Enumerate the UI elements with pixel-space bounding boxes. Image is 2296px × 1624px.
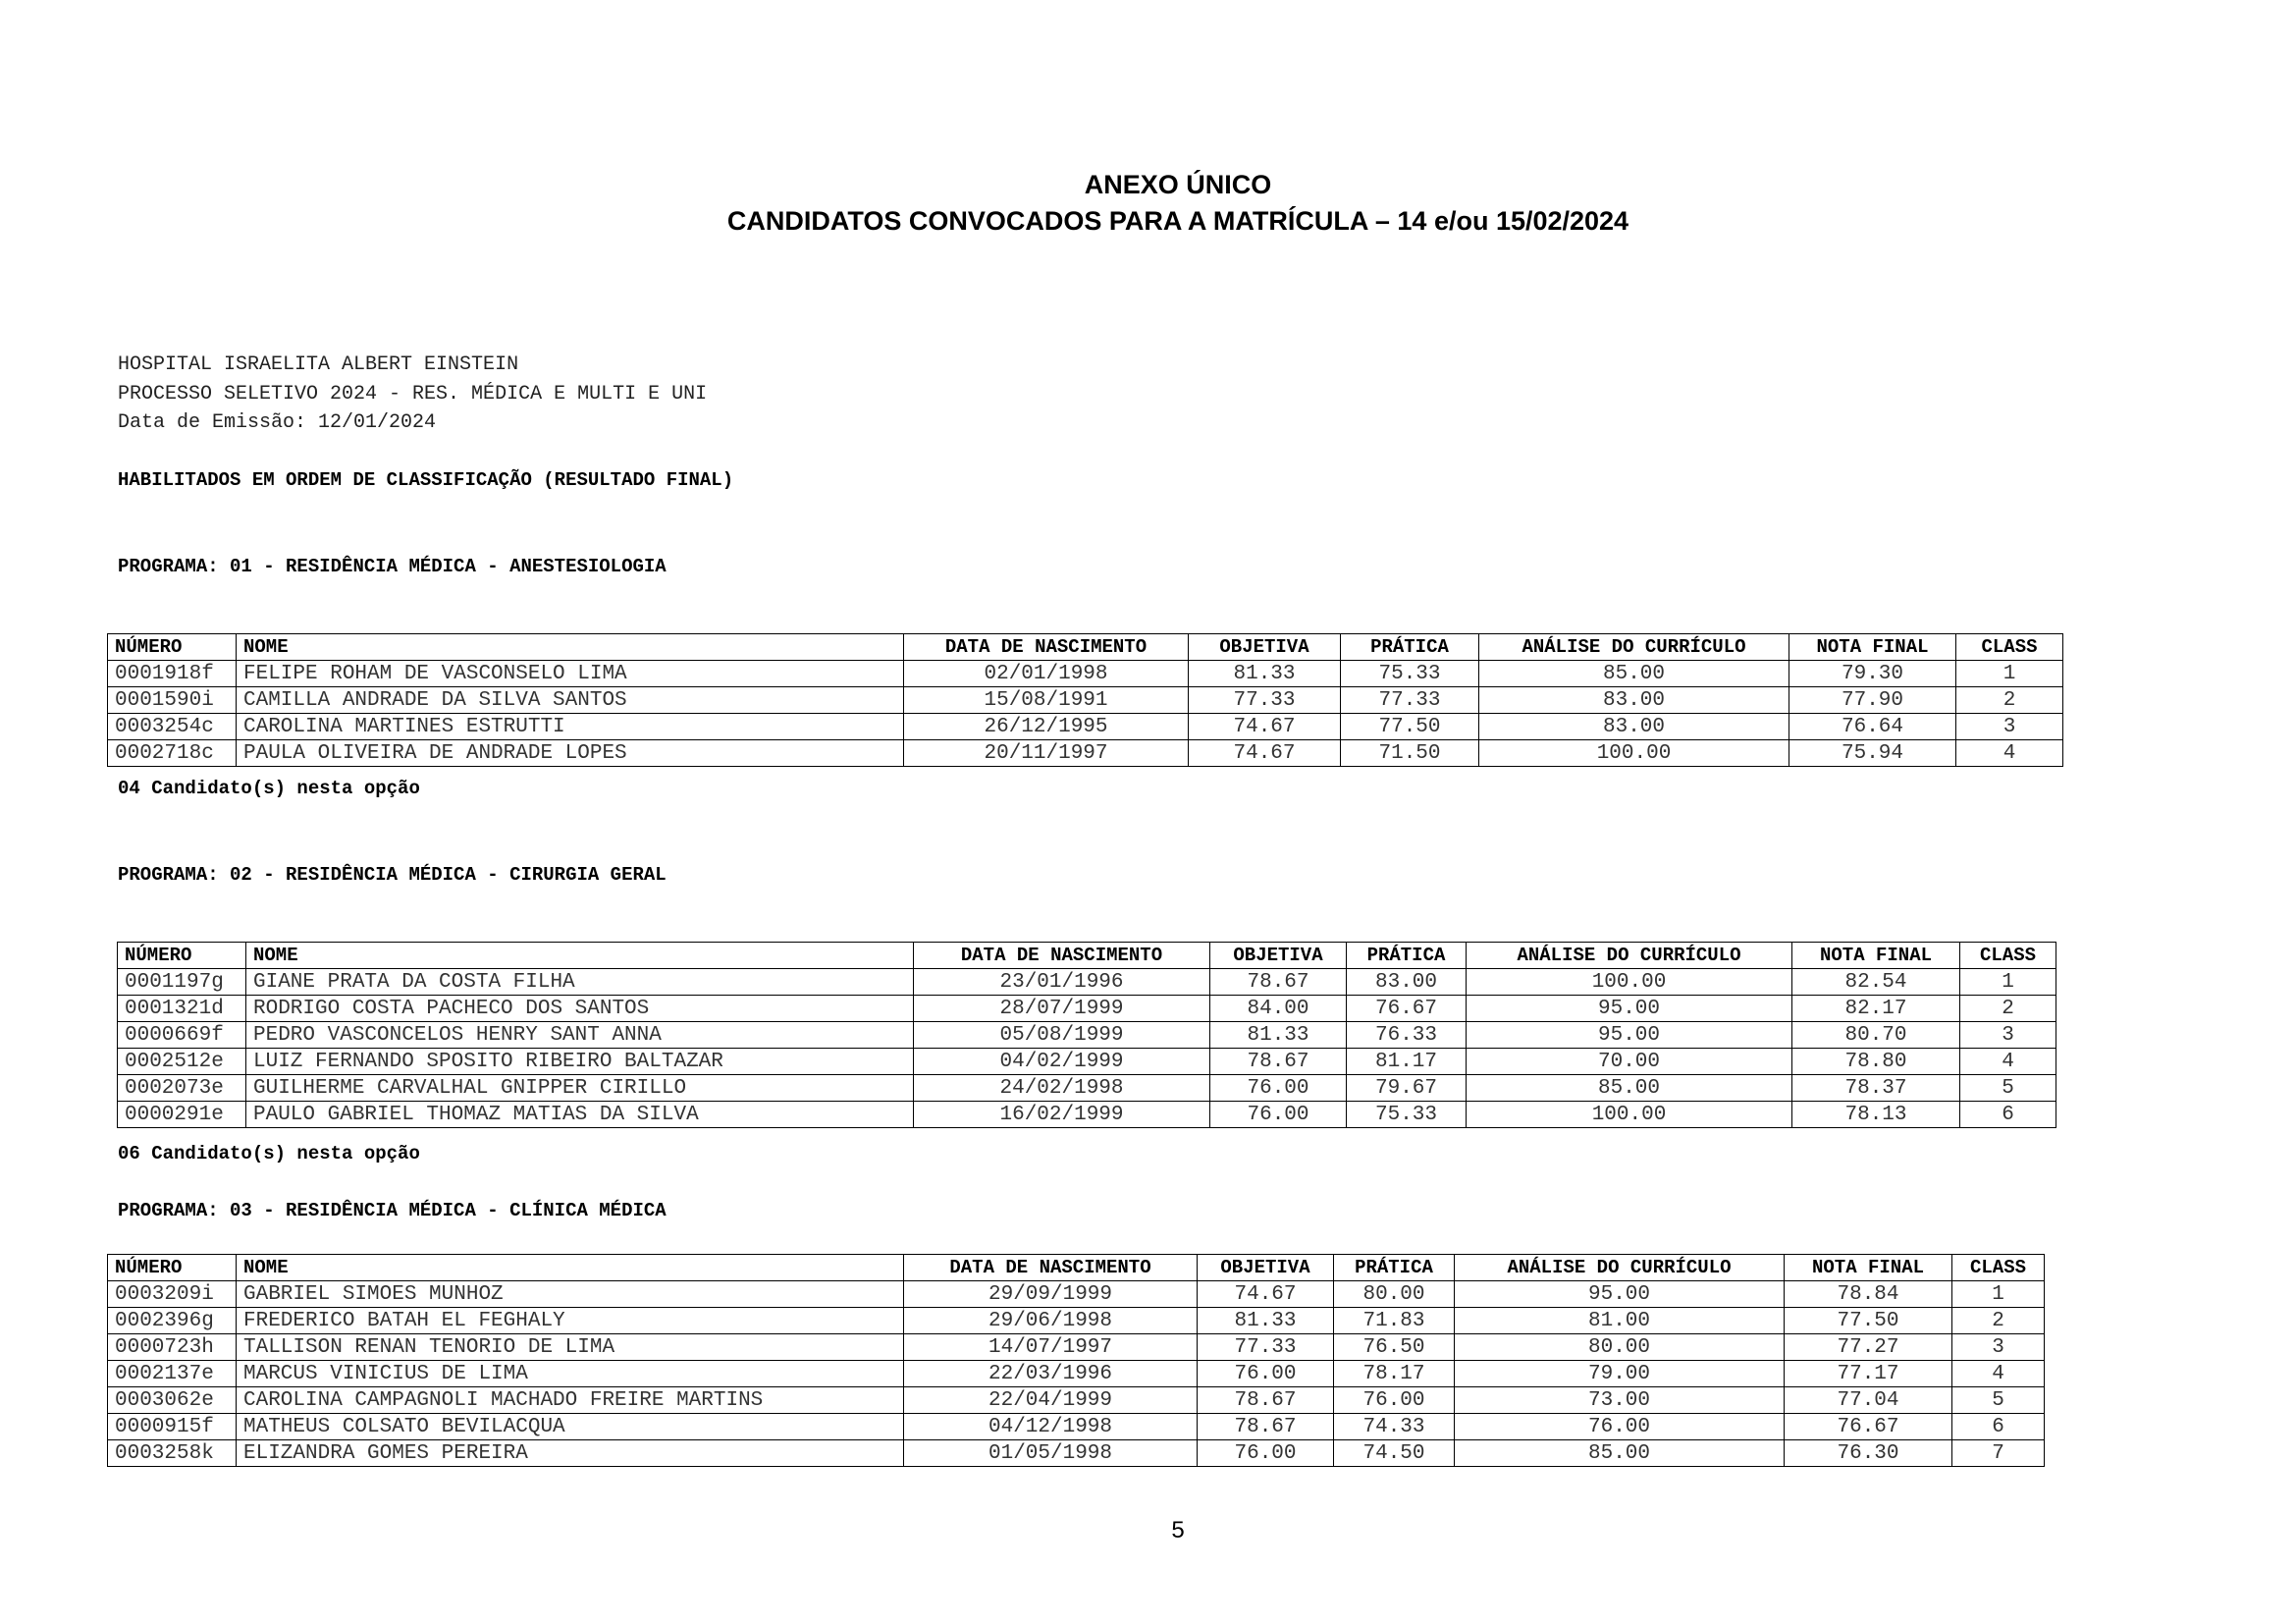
table-row: [108, 661, 2063, 687]
col-number-header: NÚMERO: [108, 634, 237, 661]
cell-practical: 75.33: [1341, 661, 1479, 687]
col-rank-header: CLASS: [1960, 943, 2056, 969]
cell-objective: 78.67: [1198, 1387, 1334, 1414]
table-row: [108, 1308, 2045, 1334]
col-rank-header: CLASS: [1952, 1255, 2045, 1281]
cell-number: 0002137e: [108, 1361, 237, 1387]
col-practical-header: PRÁTICA: [1341, 634, 1479, 661]
col-number-header: NÚMERO: [118, 943, 246, 969]
table-row: [108, 687, 2063, 714]
table-row: [108, 714, 2063, 740]
cell-number: 0000915f: [108, 1414, 237, 1440]
col-number-header: NÚMERO: [108, 1255, 237, 1281]
cell-name: ELIZANDRA GOMES PEREIRA: [237, 1440, 904, 1467]
cell-rank: 2: [1960, 996, 2056, 1022]
cell-practical: 81.17: [1347, 1049, 1467, 1075]
cell-final-score: 79.30: [1789, 661, 1956, 687]
cell-birthdate: 29/06/1998: [904, 1308, 1198, 1334]
col-final-score-header: NOTA FINAL: [1789, 634, 1956, 661]
cell-objective: 74.67: [1189, 740, 1341, 767]
cell-name: TALLISON RENAN TENORIO DE LIMA: [237, 1334, 904, 1361]
cell-number: 0002396g: [108, 1308, 237, 1334]
cell-curriculum: 85.00: [1479, 661, 1789, 687]
col-final-score-header: NOTA FINAL: [1785, 1255, 1952, 1281]
col-practical-header: PRÁTICA: [1334, 1255, 1455, 1281]
cell-name: GUILHERME CARVALHAL GNIPPER CIRILLO: [246, 1075, 914, 1102]
cell-practical: 80.00: [1334, 1281, 1455, 1308]
cell-number: 0002718c: [108, 740, 237, 767]
cell-name: LUIZ FERNANDO SPOSITO RIBEIRO BALTAZAR: [246, 1049, 914, 1075]
cell-name: MATHEUS COLSATO BEVILACQUA: [237, 1414, 904, 1440]
cell-objective: 81.33: [1189, 661, 1341, 687]
cell-number: 0001590i: [108, 687, 237, 714]
cell-final-score: 82.17: [1792, 996, 1960, 1022]
cell-curriculum: 100.00: [1467, 1102, 1792, 1128]
table-row: [108, 1334, 2045, 1361]
cell-curriculum: 73.00: [1455, 1387, 1785, 1414]
candidate-count: 04 Candidato(s) nesta opção: [118, 778, 420, 799]
cell-number: 0003254c: [108, 714, 237, 740]
cell-rank: 7: [1952, 1440, 2045, 1467]
cell-number: 0000723h: [108, 1334, 237, 1361]
col-objective-header: OBJETIVA: [1210, 943, 1347, 969]
cell-final-score: 76.30: [1785, 1440, 1952, 1467]
cell-rank: 3: [1956, 714, 2063, 740]
cell-curriculum: 76.00: [1455, 1414, 1785, 1440]
cell-rank: 1: [1960, 969, 2056, 996]
process-name: PROCESSO SELETIVO 2024 - RES. MÉDICA E MULTI E UNI: [118, 383, 708, 406]
cell-final-score: 78.37: [1792, 1075, 1960, 1102]
cell-name: FREDERICO BATAH EL FEGHALY: [237, 1308, 904, 1334]
cell-final-score: 77.17: [1785, 1361, 1952, 1387]
cell-number: 0003062e: [108, 1387, 237, 1414]
table-row: [118, 1102, 2056, 1128]
col-rank-header: CLASS: [1956, 634, 2063, 661]
annex-title: ANEXO ÚNICO: [1084, 170, 1272, 199]
table-row: [108, 740, 2063, 767]
table-row: [118, 996, 2056, 1022]
col-birthdate-header: DATA DE NASCIMENTO: [904, 634, 1189, 661]
cell-name: PAULO GABRIEL THOMAZ MATIAS DA SILVA: [246, 1102, 914, 1128]
cell-birthdate: 04/12/1998: [904, 1414, 1198, 1440]
cell-rank: 4: [1956, 740, 2063, 767]
cell-birthdate: 02/01/1998: [904, 661, 1189, 687]
cell-rank: 6: [1960, 1102, 2056, 1128]
cell-final-score: 77.04: [1785, 1387, 1952, 1414]
cell-number: 0003209i: [108, 1281, 237, 1308]
cell-rank: 5: [1960, 1075, 2056, 1102]
cell-objective: 78.67: [1210, 969, 1347, 996]
cell-name: GABRIEL SIMOES MUNHOZ: [237, 1281, 904, 1308]
cell-curriculum: 95.00: [1467, 996, 1792, 1022]
cell-objective: 76.00: [1210, 1075, 1347, 1102]
table-header-row: [108, 1255, 2045, 1281]
cell-curriculum: 95.00: [1467, 1022, 1792, 1049]
cell-curriculum: 85.00: [1467, 1075, 1792, 1102]
cell-objective: 77.33: [1198, 1334, 1334, 1361]
cell-practical: 76.00: [1334, 1387, 1455, 1414]
table-row: [108, 1387, 2045, 1414]
cell-name: PEDRO VASCONCELOS HENRY SANT ANNA: [246, 1022, 914, 1049]
cell-practical: 76.50: [1334, 1334, 1455, 1361]
program-title: PROGRAMA: 02 - RESIDÊNCIA MÉDICA - CIRURGIA GERAL: [118, 864, 667, 886]
table-row: [108, 1361, 2045, 1387]
cell-final-score: 78.84: [1785, 1281, 1952, 1308]
cell-number: 0001918f: [108, 661, 237, 687]
cell-name: CAMILLA ANDRADE DA SILVA SANTOS: [237, 687, 904, 714]
cell-final-score: 82.54: [1792, 969, 1960, 996]
cell-final-score: 78.13: [1792, 1102, 1960, 1128]
cell-objective: 84.00: [1210, 996, 1347, 1022]
cell-name: FELIPE ROHAM DE VASCONSELO LIMA: [237, 661, 904, 687]
cell-practical: 74.33: [1334, 1414, 1455, 1440]
table-row: [108, 1281, 2045, 1308]
cell-objective: 76.00: [1198, 1440, 1334, 1467]
cell-rank: 6: [1952, 1414, 2045, 1440]
col-curriculum-header: ANÁLISE DO CURRÍCULO: [1467, 943, 1792, 969]
cell-birthdate: 05/08/1999: [914, 1022, 1210, 1049]
table-row: [108, 1440, 2045, 1467]
cell-birthdate: 04/02/1999: [914, 1049, 1210, 1075]
section-title: HABILITADOS EM ORDEM DE CLASSIFICAÇÃO (RESULTADO FINAL): [118, 469, 734, 491]
col-final-score-header: NOTA FINAL: [1792, 943, 1960, 969]
cell-rank: 1: [1952, 1281, 2045, 1308]
emission-date: Data de Emissão: 12/01/2024: [118, 411, 437, 434]
col-practical-header: PRÁTICA: [1347, 943, 1467, 969]
cell-objective: 74.67: [1189, 714, 1341, 740]
cell-objective: 78.67: [1210, 1049, 1347, 1075]
cell-objective: 74.67: [1198, 1281, 1334, 1308]
col-curriculum-header: ANÁLISE DO CURRÍCULO: [1455, 1255, 1785, 1281]
cell-rank: 5: [1952, 1387, 2045, 1414]
cell-curriculum: 95.00: [1455, 1281, 1785, 1308]
cell-rank: 1: [1956, 661, 2063, 687]
table-row: [108, 1414, 2045, 1440]
cell-final-score: 77.50: [1785, 1308, 1952, 1334]
cell-name: PAULA OLIVEIRA DE ANDRADE LOPES: [237, 740, 904, 767]
cell-number: 0001321d: [118, 996, 246, 1022]
cell-practical: 71.50: [1341, 740, 1479, 767]
cell-practical: 77.33: [1341, 687, 1479, 714]
cell-number: 0000291e: [118, 1102, 246, 1128]
cell-final-score: 75.94: [1789, 740, 1956, 767]
cell-birthdate: 01/05/1998: [904, 1440, 1198, 1467]
cell-objective: 81.33: [1198, 1308, 1334, 1334]
cell-curriculum: 85.00: [1455, 1440, 1785, 1467]
col-name-header: NOME: [246, 943, 914, 969]
cell-final-score: 76.67: [1785, 1414, 1952, 1440]
program-title: PROGRAMA: 03 - RESIDÊNCIA MÉDICA - CLÍNICA MÉDICA: [118, 1200, 667, 1221]
cell-final-score: 80.70: [1792, 1022, 1960, 1049]
cell-curriculum: 81.00: [1455, 1308, 1785, 1334]
cell-rank: 3: [1960, 1022, 2056, 1049]
cell-name: CAROLINA MARTINES ESTRUTTI: [237, 714, 904, 740]
cell-birthdate: 22/03/1996: [904, 1361, 1198, 1387]
col-objective-header: OBJETIVA: [1198, 1255, 1334, 1281]
cell-practical: 75.33: [1347, 1102, 1467, 1128]
cell-practical: 71.83: [1334, 1308, 1455, 1334]
cell-birthdate: 28/07/1999: [914, 996, 1210, 1022]
col-birthdate-header: DATA DE NASCIMENTO: [914, 943, 1210, 969]
cell-birthdate: 26/12/1995: [904, 714, 1189, 740]
cell-curriculum: 70.00: [1467, 1049, 1792, 1075]
cell-birthdate: 15/08/1991: [904, 687, 1189, 714]
cell-objective: 81.33: [1210, 1022, 1347, 1049]
cell-number: 0000669f: [118, 1022, 246, 1049]
cell-birthdate: 24/02/1998: [914, 1075, 1210, 1102]
cell-final-score: 78.80: [1792, 1049, 1960, 1075]
cell-objective: 76.00: [1210, 1102, 1347, 1128]
cell-practical: 83.00: [1347, 969, 1467, 996]
cell-objective: 77.33: [1189, 687, 1341, 714]
col-name-header: NOME: [237, 1255, 904, 1281]
cell-objective: 78.67: [1198, 1414, 1334, 1440]
cell-birthdate: 20/11/1997: [904, 740, 1189, 767]
results-table: [107, 633, 2063, 767]
cell-curriculum: 83.00: [1479, 714, 1789, 740]
cell-birthdate: 22/04/1999: [904, 1387, 1198, 1414]
table-row: [118, 1049, 2056, 1075]
table-row: [118, 1075, 2056, 1102]
cell-number: 0002073e: [118, 1075, 246, 1102]
table-header-row: [108, 634, 2063, 661]
col-curriculum-header: ANÁLISE DO CURRÍCULO: [1479, 634, 1789, 661]
results-table: [117, 942, 2056, 1128]
institution-name: HOSPITAL ISRAELITA ALBERT EINSTEIN: [118, 353, 519, 376]
program-title: PROGRAMA: 01 - RESIDÊNCIA MÉDICA - ANESTESIOLOGIA: [118, 556, 667, 577]
col-objective-header: OBJETIVA: [1189, 634, 1341, 661]
cell-birthdate: 29/09/1999: [904, 1281, 1198, 1308]
cell-rank: 2: [1956, 687, 2063, 714]
col-birthdate-header: DATA DE NASCIMENTO: [904, 1255, 1198, 1281]
cell-number: 0002512e: [118, 1049, 246, 1075]
cell-practical: 79.67: [1347, 1075, 1467, 1102]
table-row: [118, 1022, 2056, 1049]
cell-name: CAROLINA CAMPAGNOLI MACHADO FREIRE MARTINS: [237, 1387, 904, 1414]
cell-name: GIANE PRATA DA COSTA FILHA: [246, 969, 914, 996]
cell-rank: 4: [1952, 1361, 2045, 1387]
cell-final-score: 77.90: [1789, 687, 1956, 714]
cell-rank: 2: [1952, 1308, 2045, 1334]
cell-practical: 76.67: [1347, 996, 1467, 1022]
cell-practical: 77.50: [1341, 714, 1479, 740]
candidate-count: 06 Candidato(s) nesta opção: [118, 1143, 420, 1164]
cell-rank: 4: [1960, 1049, 2056, 1075]
cell-birthdate: 23/01/1996: [914, 969, 1210, 996]
cell-rank: 3: [1952, 1334, 2045, 1361]
cell-curriculum: 80.00: [1455, 1334, 1785, 1361]
cell-final-score: 76.64: [1789, 714, 1956, 740]
page-number: 5: [1171, 1517, 1185, 1543]
cell-curriculum: 100.00: [1467, 969, 1792, 996]
col-name-header: NOME: [237, 634, 904, 661]
cell-curriculum: 83.00: [1479, 687, 1789, 714]
table-row: [118, 969, 2056, 996]
cell-curriculum: 79.00: [1455, 1361, 1785, 1387]
cell-birthdate: 14/07/1997: [904, 1334, 1198, 1361]
cell-curriculum: 100.00: [1479, 740, 1789, 767]
cell-birthdate: 16/02/1999: [914, 1102, 1210, 1128]
cell-number: 0001197g: [118, 969, 246, 996]
cell-practical: 78.17: [1334, 1361, 1455, 1387]
table-header-row: [118, 943, 2056, 969]
cell-number: 0003258k: [108, 1440, 237, 1467]
cell-name: RODRIGO COSTA PACHECO DOS SANTOS: [246, 996, 914, 1022]
results-table: [107, 1254, 2045, 1467]
cell-practical: 74.50: [1334, 1440, 1455, 1467]
cell-final-score: 77.27: [1785, 1334, 1952, 1361]
annex-subtitle: CANDIDATOS CONVOCADOS PARA A MATRÍCULA – 14 e/ou 15/02/2024: [726, 206, 1629, 236]
cell-name: MARCUS VINICIUS DE LIMA: [237, 1361, 904, 1387]
cell-practical: 76.33: [1347, 1022, 1467, 1049]
cell-objective: 76.00: [1198, 1361, 1334, 1387]
